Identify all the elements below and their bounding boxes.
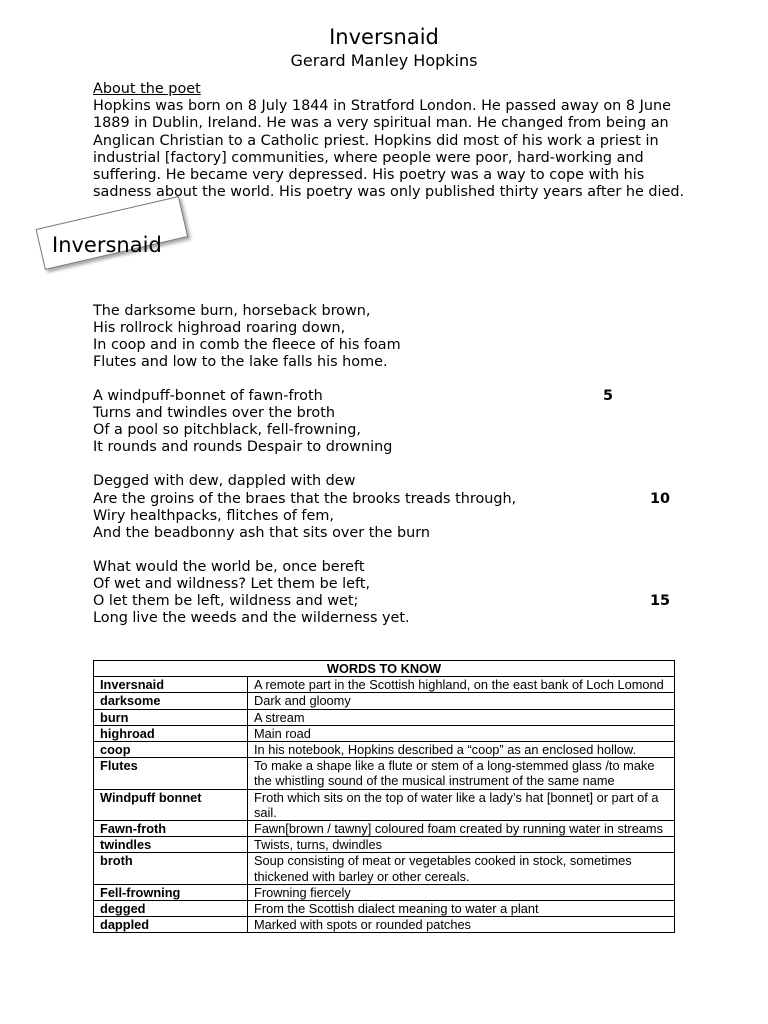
page-title: Inversnaid	[329, 25, 439, 49]
poem-line	[93, 422, 683, 439]
poem-line	[93, 559, 683, 576]
poem-line-text: Long live the weeds and the wilderness yet.	[93, 609, 410, 626]
table-row	[94, 901, 675, 917]
words-to-know-table	[93, 660, 675, 933]
poem-line	[93, 303, 683, 320]
poem-line	[93, 473, 683, 490]
term-cell: dappled	[94, 917, 248, 933]
table-row	[94, 821, 675, 837]
poem-line-text: A windpuff-bonnet of fawn-froth	[93, 388, 323, 405]
poem-line-text: His rollrock highroad roaring down,	[93, 320, 346, 337]
about-section	[93, 81, 693, 201]
definition-cell: Main road	[248, 725, 675, 741]
poem-line	[93, 610, 683, 627]
term-cell: twindles	[94, 837, 248, 853]
term-cell: Windpuff bonnet	[94, 789, 248, 820]
definition-cell: Frowning fiercely	[248, 884, 675, 900]
author-name: Gerard Manley Hopkins	[290, 51, 478, 70]
about-text: Hopkins was born on 8 July 1844 in Stratford London. He passed away on 8 June 1889 in Dublin, Ireland. He was a very spiritual man. He changed from being an Anglican Christian to a Catholic priest. Hopkins did most of his work a priest in industrial [factory] communities, where people were poor, hard-working and suffering. He became very depressed. His poetry was a way to cope with his sadness about the world. His poetry was only published thirty years after he died.	[93, 98, 685, 201]
poem-line-text: What would the world be, once bereft	[93, 558, 365, 575]
term-cell: broth	[94, 853, 248, 884]
poem-line-text: Wiry healthpacks, flitches of fem,	[93, 507, 334, 524]
poem-line	[93, 576, 683, 593]
definition-cell: Twists, turns, dwindles	[248, 837, 675, 853]
definition-cell: A remote part in the Scottish highland, on the east bank of Loch Lomond	[248, 677, 675, 693]
poem-line-text: The darksome burn, horseback brown,	[93, 303, 371, 319]
definition-cell: A stream	[248, 709, 675, 725]
term-cell: highroad	[94, 725, 248, 741]
line-number: 10	[650, 490, 671, 507]
poem-line	[93, 439, 683, 456]
table-row	[94, 693, 675, 709]
table-row	[94, 853, 675, 884]
poem-line	[93, 525, 683, 542]
term-cell: Fell-frowning	[94, 884, 248, 900]
term-cell: coop	[94, 742, 248, 758]
poem-line-text: Turns and twindles over the broth	[93, 405, 335, 422]
table-row	[94, 677, 675, 693]
stanza	[93, 559, 683, 627]
definition-cell: Marked with spots or rounded patches	[248, 917, 675, 933]
term-cell: Flutes	[94, 758, 248, 789]
poem-line-text: O let them be left, wildness and wet;	[93, 592, 359, 609]
table-header-row	[94, 661, 675, 677]
poem-line	[93, 405, 683, 422]
definition-cell: From the Scottish dialect meaning to water a plant	[248, 901, 675, 917]
poem	[93, 303, 683, 644]
definition-cell: Froth which sits on the top of water like a lady’s hat [bonnet] or part of a sail.	[248, 789, 675, 820]
about-heading: About the poet	[93, 81, 201, 97]
poem-line	[93, 593, 683, 610]
line-number: 5	[603, 388, 614, 405]
poem-line-text: Degged with dew, dappled with dew	[93, 473, 356, 490]
poem-line-text: It rounds and rounds Despair to drowning	[93, 439, 393, 456]
definition-cell: Fawn[brown / tawny] coloured foam created by running water in streams	[248, 821, 675, 837]
table-row	[94, 837, 675, 853]
line-number: 15	[650, 592, 671, 609]
poem-line	[93, 320, 683, 337]
definition-cell: Dark and gloomy	[248, 693, 675, 709]
table-row	[94, 917, 675, 933]
poem-line	[93, 508, 683, 525]
term-cell: darksome	[94, 693, 248, 709]
poem-line	[93, 337, 683, 354]
poem-line	[93, 491, 683, 508]
table-heading: WORDS TO KNOW	[94, 661, 675, 677]
poem-line-text: Of wet and wildness? Let them be left,	[93, 575, 371, 592]
table-row	[94, 725, 675, 741]
stanza	[93, 388, 683, 456]
stanza	[93, 303, 683, 371]
poem-line-text: Of a pool so pitchblack, fell-frowning,	[93, 422, 362, 439]
term-cell: degged	[94, 901, 248, 917]
poem-line-text: And the beadbonny ash that sits over the burn	[93, 524, 430, 541]
poem-label: Inversnaid	[52, 233, 162, 257]
table-row	[94, 758, 675, 789]
definition-cell: In his notebook, Hopkins described a “coop” as an enclosed hollow.	[248, 742, 675, 758]
table-row	[94, 709, 675, 725]
definition-cell: To make a shape like a flute or stem of a long-stemmed glass /to make the whistling sound of the musical instrument of the same name	[248, 758, 675, 789]
stanza	[93, 473, 683, 541]
definition-cell: Soup consisting of meat or vegetables cooked in stock, sometimes thickened with barley or other cereals.	[248, 853, 675, 884]
term-cell: Inversnaid	[94, 677, 248, 693]
table-body	[94, 677, 675, 933]
poem-line	[93, 388, 683, 405]
table-row	[94, 789, 675, 820]
poem-line	[93, 354, 683, 371]
table-row	[94, 884, 675, 900]
poem-line-text: In coop and in comb the fleece of his foam	[93, 337, 401, 354]
table-row	[94, 742, 675, 758]
poem-line-text: Are the groins of the braes that the brooks treads through,	[93, 490, 517, 507]
poem-line-text: Flutes and low to the lake falls his home.	[93, 354, 388, 371]
term-cell: Fawn-froth	[94, 821, 248, 837]
term-cell: burn	[94, 709, 248, 725]
